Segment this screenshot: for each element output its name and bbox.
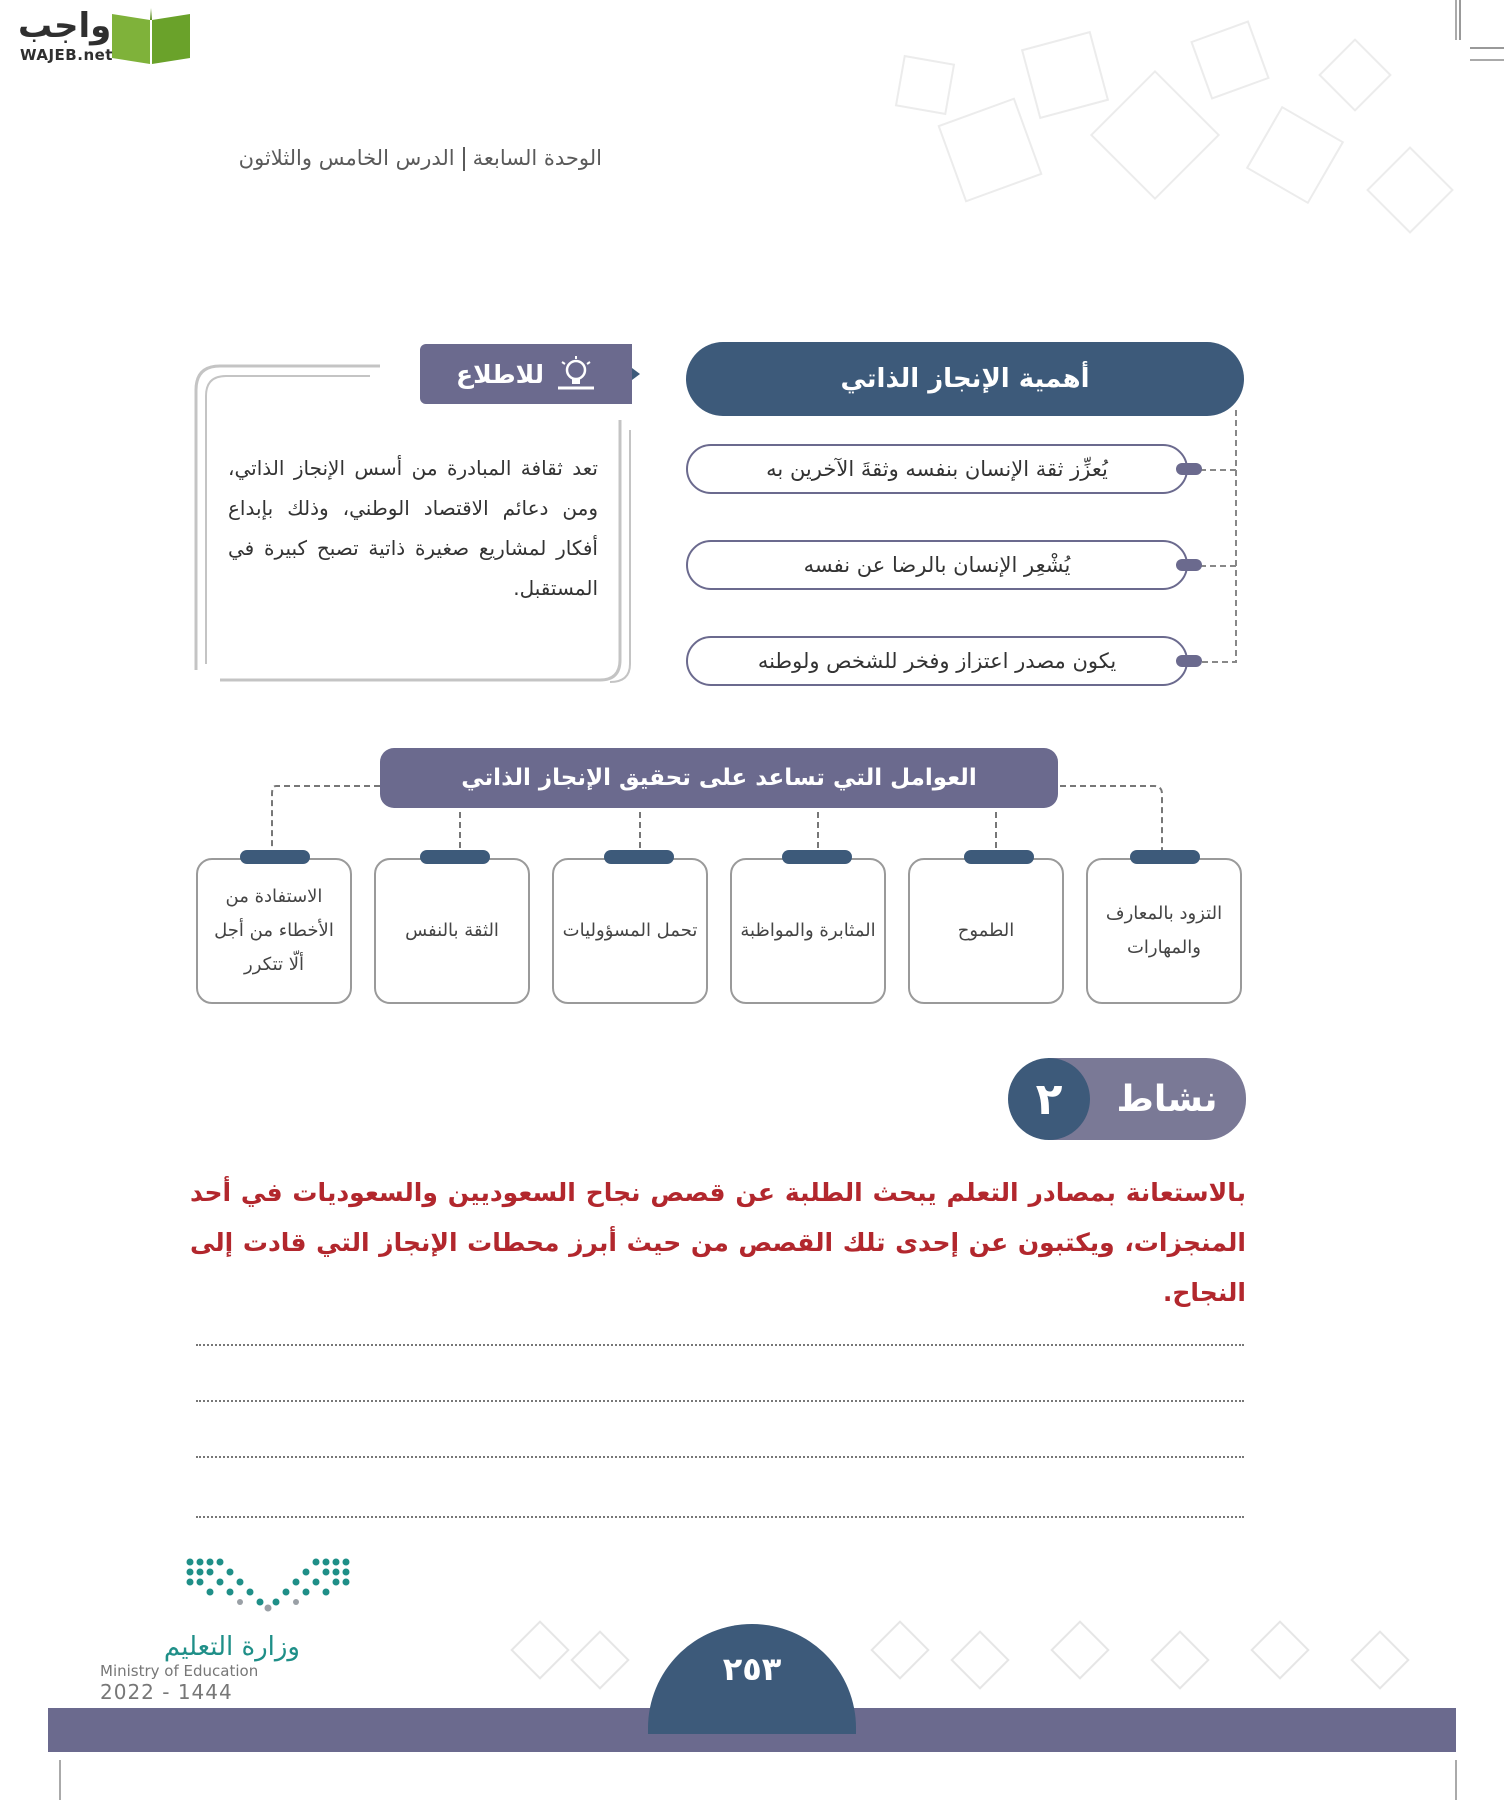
ministry-year: 2022 - 1444 xyxy=(100,1680,233,1704)
factor-tab-6 xyxy=(240,850,310,864)
background-pattern xyxy=(860,0,1504,300)
footer-pattern xyxy=(440,1610,1460,1710)
importance-item-1: يُعزِّز ثقة الإنسان بنفسه وثقةَ الآخرين به xyxy=(686,444,1188,494)
factor-card-1: التزود بالمعارف والمهارات xyxy=(1086,858,1242,1004)
lightbulb-icon xyxy=(556,356,596,392)
importance-bullet-3 xyxy=(1176,655,1202,667)
importance-item-3: يكون مصدر اعتزاز وفخر للشخص ولوطنه xyxy=(686,636,1188,686)
importance-bullet-2 xyxy=(1176,559,1202,571)
answer-line-3[interactable] xyxy=(196,1456,1244,1458)
importance-item-2: يُشْعِر الإنسان بالرضا عن نفسه xyxy=(686,540,1188,590)
activity-badge xyxy=(1008,1058,1246,1140)
info-text: تعد ثقافة المبادرة من أسس الإنجاز الذاتي، ومن دعائم الاقتصاد الوطني، وذلك بإبداع أفكار لمشاريع صغيرة ذاتية تصبح كبيرة في المستقبل. xyxy=(228,456,598,600)
activity-label: نشاط xyxy=(1048,1058,1246,1140)
activity-number: ٢ xyxy=(1008,1058,1090,1140)
factor-tab-3 xyxy=(782,850,852,864)
answer-line-4[interactable] xyxy=(196,1516,1244,1518)
answer-line-2[interactable] xyxy=(196,1400,1244,1402)
page-number: ٢٥٣ xyxy=(722,1650,782,1688)
lesson-label: الدرس الخامس والثلاثون xyxy=(238,146,455,170)
answer-line-1[interactable] xyxy=(196,1344,1244,1346)
factor-card-2: الطموح xyxy=(908,858,1064,1004)
wajeb-logo[interactable] xyxy=(10,6,190,68)
info-tab xyxy=(420,344,632,404)
book-logo-icon xyxy=(110,6,192,66)
factor-card-4: تحمل المسؤوليات xyxy=(552,858,708,1004)
factor-card-6: الاستفادة من الأخطاء من أجل ألّا تتكرر xyxy=(196,858,352,1004)
importance-connector xyxy=(1180,380,1260,680)
info-tab-label: للاطلاع xyxy=(456,359,544,389)
factor-tab-5 xyxy=(420,850,490,864)
factor-card-5: الثقة بالنفس xyxy=(374,858,530,1004)
importance-title: أهمية الإنجاز الذاتي xyxy=(686,342,1244,416)
brand-arabic: واجب xyxy=(18,6,112,46)
ministry-english: Ministry of Education xyxy=(100,1662,259,1680)
factor-tab-2 xyxy=(964,850,1034,864)
importance-bullet-1 xyxy=(1176,463,1202,475)
breadcrumb-divider xyxy=(463,147,465,171)
factor-tab-1 xyxy=(1130,850,1200,864)
brand-english: WAJEB.net xyxy=(20,46,113,64)
factors-title: العوامل التي تساعد على تحقيق الإنجاز الذاتي xyxy=(380,748,1058,808)
unit-label: الوحدة السابعة xyxy=(472,146,602,170)
factor-tab-4 xyxy=(604,850,674,864)
breadcrumb xyxy=(239,146,602,171)
ministry-arabic: وزارة التعليم xyxy=(163,1632,300,1662)
factor-card-3: المثابرة والمواظبة xyxy=(730,858,886,1004)
activity-text: بالاستعانة بمصادر التعلم يبحث الطلبة عن قصص نجاح السعوديين والسعوديات في أحد المنجزات، ويكتبون عن إحدى تلك القصص من حيث أبرز محطات الإنجاز التي قادت إلى النجاح. xyxy=(190,1178,1246,1307)
ministry-block xyxy=(100,1556,300,1704)
